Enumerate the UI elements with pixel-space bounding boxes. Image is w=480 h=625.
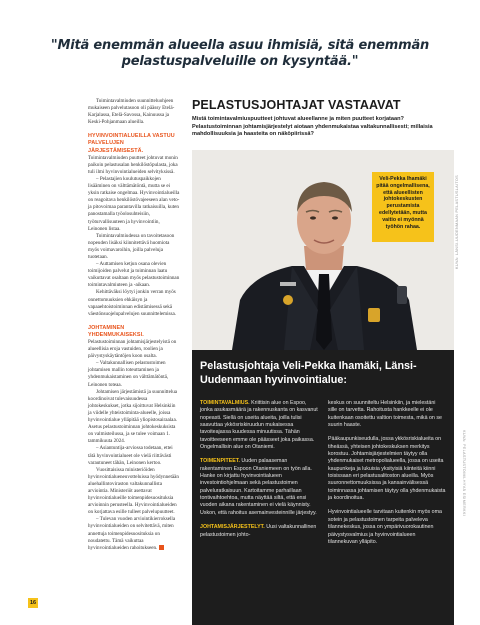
article-end-icon <box>159 545 164 550</box>
answer-paragraph: TOIMENPITEET. Uuden palaaseman rakentaminen Espoon Otaniemeen on työn alla. Hanke on kirjattu hyvinvointialueen investointiohjelmaan sekä pelastustoimen palveluratkaisuun. Kartoitamme parhaillaan tontivaihtoehtoa, mutta näyttää siltä, että ensi vuoden aikana rakentaminen ei vielä käynnisty. Uskon, että rahoitus asemainvesteinnille järjestyy. <box>200 458 317 516</box>
paragraph: – Tulevan vuoden arviointikierroksella hyvinvointialueiden on selvitettävä, miten annettuja toimenpidesuosituksia on noudatettu. Tämä vaikuttaa hyvinvointialueiden rahoitukseen. <box>88 516 176 551</box>
answer-paragraph: keskus on suunniteltu Helsinkiin, ja mielestäni sille on tarvetta. Rahoitusta hankkeelle ei ole kuitenkaan osoitettu valtion toimesta, mikä on se suurin haaste. <box>328 400 442 429</box>
paragraph: Toimintavalmiuden suunnitteluohjeen mukaiseen palvelutasoon oli päässy Etelä-Karjalassa, Etelä-Savossa, Kainuussa ja Keski-Pohjanmaan alueilla. <box>88 98 175 126</box>
answer-paragraph: Pääkaupunkiseudulla, jossa ykkösriskialueita on tiheässä, yhteisen johtokeskuksen merkitys korostuu. Johtamisjärjestelmien täytyy olla yhdenmukaiset metropolialueella, jossa on useita kaupunkeja ja lukuisia yksityisiä kiinteitä kiinni toisissaan eri pelastusalitoston alueilla. Myös suuronnettomuuksissa ja kansainvälisessä toiminnassa johtamisen täytyy olla yhdenmukaista ja koordinoitua. <box>328 436 446 502</box>
section-title: PELASTUSJOHTAJAT VASTAAVAT <box>192 98 401 112</box>
interview-panel <box>192 350 454 625</box>
left-article-column <box>88 98 180 552</box>
photo-credit: KUVA: LÄNSI-UUDENMAAN PELASTUSLAITOS <box>455 175 459 270</box>
paragraph: – Pelastajien koulutuspaikkojen lisääminen on välttämätöntä, mutta se ei yksin ratkaise ongelmaa. Hyvinvointialueilla on reagoitava henkilöstövajeeseen alan veto- ja pitovoimaa parantavilla ratkaisuilla, kuten panostamalla työolosuhteisiin, työturvallisuuteen ja hyvinvointiin, Leinonen listaa. <box>88 175 180 232</box>
subheading: JOHTAMINEN YHDENMUKAISEKSI. <box>88 324 144 338</box>
paragraph-with-heading: HYVINVOINTIALUEILLA VASTUU PALVELUJEN JÄRJESTÄMISESTÄ. Toimintavalmiuden puutteet johtuvat monin paikoin pelastusalan henkilöstöpulasta, joka tuli ilmi hyvinvointialueiden selvityksissä. <box>88 133 178 175</box>
photo-callout: Veli-Pekka Ihamäki pitää ongelmallisena, että alueellisten johtokeskusten perustamista edellytetään, mutta vaitio ei myönnä työhön rahaa. <box>372 172 434 242</box>
question-label: TOIMINTAVALMIUS. <box>200 400 250 406</box>
interview-column-1 <box>200 400 318 546</box>
side-credit: KUVA: PELASTUSTOIMI-HYVÄ ESIMERKKI <box>462 430 466 517</box>
answer-paragraph: JOHTAMISJÄRJESTELYT. Uusi valtakunnallinen pelastustoimen johto- <box>200 524 317 538</box>
section-intro: Mistä toimintavalmiuspuutteet johtuvat alueellanne ja miten puutteet korjataan? Pelastustoiminnan johtamisjärjestelyt aiotaan yhdenmukaistaa valtakunnallisesti; millaisia mahdollisuuksia ja haasteita on näköpiirissä? <box>192 116 433 138</box>
paragraph: Vuosittaisissa ministeriöiden hyvinvointialueneuvotteluissa hyödynnetään aluehallintoviraston valtakunnallista arviointia. Ministeriöt asettavat hyvinvointialueille toimenpidesuosituksia arvioinnin perusteella. Hyvinvointialueiden on korjattava esille tulleet palvelupuutteet. <box>88 466 179 516</box>
paragraph: – Auttamisen ketjun osana olevien toimijoiden palvelut ja toiminnan laatu vaikuttavat osaltaan myös pelastustoiminnan toimintavalmiuteen ja -aikaan. <box>88 261 180 289</box>
paragraph: Johtamisen järjestämistä ja suunnittelua koordinoivat tulevaisuudessa johtokeskukset, jotka sijoittuvat Helsinkiin ja viidelle yhteistoiminta-alueelle, joissa hyvinvointialue ylläpitää yliopistosairaalaa. Asetus pelastustoiminnan johtokeskuksista on valmisteilussa, ja se tulee voimaan 1. tammikuuta 2024. <box>88 388 178 445</box>
paragraph: – Valtakunnallisen pelastustoimen johtamisen mallin toteuttaminen ja yhdenmukaistaminen on välttämätöntä, Leinonen toteaa. <box>88 360 169 388</box>
question-label: TOIMENPITEET. <box>200 458 240 465</box>
question-label: JOHTAMISJÄRJESTELYT. <box>200 524 265 531</box>
pull-quote-line-1: "Mitä enemmän alueella asuu ihmisiä, sitä enemmän <box>50 38 430 53</box>
subheading: HYVINVOINTIALUEILLA VASTUU PALVELUJEN JÄRJESTÄMISESTÄ. <box>88 133 175 154</box>
paragraph: – Asiantuntija-arviossa todetaan, ettei tätä hyvinvointialueet ole vielä riittävästi varautuneet tähän, Leinonen kertoo. <box>88 445 173 466</box>
pull-quote-line-2: pelastuspalveluille on kysyntää." <box>121 54 359 69</box>
paragraph: Toimintavalmiudessa on tavoitetasoon nopeuden lisäksi kiinnitettävä huomiota myös voimavaroihin, joilla palveluja tuotetaan. <box>88 232 175 260</box>
interview-column-2 <box>328 400 446 553</box>
page-number: 16 <box>29 600 37 606</box>
pull-quote <box>20 38 460 70</box>
paragraph: Kehittäväksi löytyi jonkin verran myös onnettomuuksien ehkäisyn ja vapaaehtoistoiminnan edistämisessä sekä väestönsuojelupalvelujen suunnittelemissa. <box>88 289 176 317</box>
interview-header <box>192 98 454 139</box>
paragraph-with-heading: JOHTAMINEN YHDENMUKAISEKSI. Pelastustoiminnan johtamisjärjestelyistä on alueellisia eroja vastuiden, roolien ja päivystyskäytäntöjen koon osalta. <box>88 324 177 360</box>
interviewee-title: Pelastusjohtaja Veli-Pekka Ihamäki, Länsi-Uudenmaan hyvinvointialue: <box>200 360 417 386</box>
answer-paragraph: Hyvinvointialueelle tarvitaan kuitenkin myös oma sotein ja pelastustoimen tarpeita palveleva tilannekeskus, jossa on ympärivuorokautinen päivystysvalmius ja hyvinvointialueen tilannekuvan ylläpito. <box>328 509 442 545</box>
answer-paragraph: TOIMINTAVALMIUS. Kriittisin alue on Espoo, jonka asukasmäärä ja rakennuskanta on kasvanut nopeasti. Siellä on useita alueita, joilla tulisi saavuttaa ykkösriskiruudun mukaisessa tavoiteajassa kuudessa minuutissa. Tähän tavoitteeseen emme ole päässeet joka paikassa. Ongelmallisin alue on Otaniemi. <box>200 400 318 451</box>
